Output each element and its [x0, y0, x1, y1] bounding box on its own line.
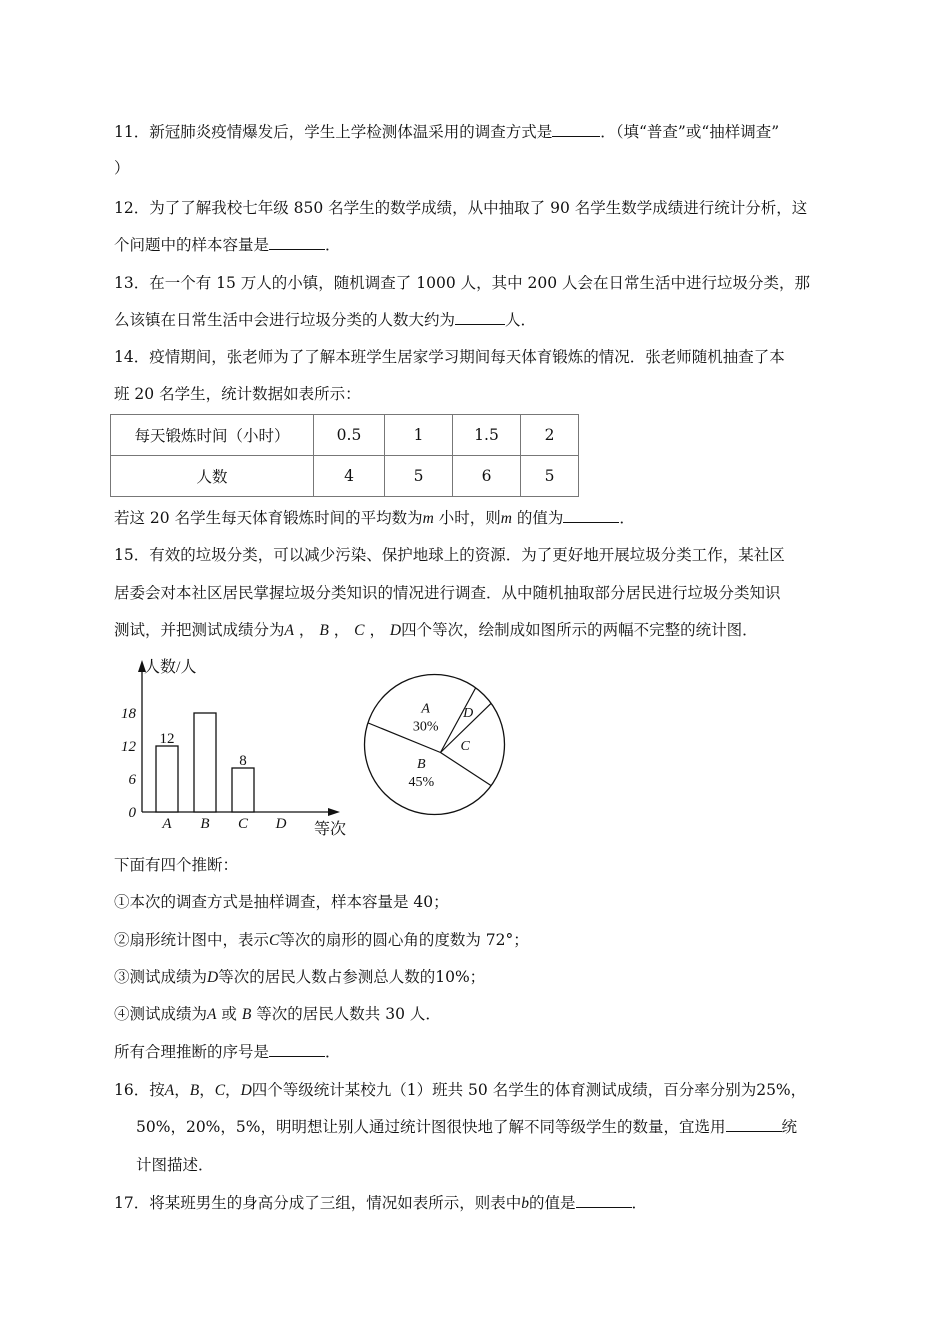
- q13-answer-blank[interactable]: [455, 310, 505, 325]
- slice-percent-B: 45%: [408, 774, 435, 790]
- q15-statement-3: [114, 967, 485, 988]
- table-cell: 5: [521, 456, 579, 497]
- table-header-cell: 每天锻炼时间（小时）: [111, 415, 314, 456]
- x-tick-label: A: [162, 816, 172, 832]
- q15-text: ②扇形统计图中，表示: [114, 931, 270, 949]
- bar-chart: [110, 652, 360, 837]
- y-tick-label: 18: [121, 706, 136, 722]
- y-tick-label: 0: [128, 805, 136, 821]
- q17-text: 的值是: [528, 1194, 576, 1212]
- q16-text-end: 统: [781, 1118, 798, 1136]
- q15-text: 测试，并把测试成绩分为: [114, 621, 285, 639]
- var-b: b: [521, 1195, 529, 1212]
- bar-C: [232, 768, 254, 812]
- x-axis-label: 等次: [314, 821, 347, 837]
- q15-line2: 居委会对本社区居民掌握垃圾分类知识的情况进行调查．从中随机抽取部分居民进行垃圾分类知识: [114, 584, 781, 602]
- q14-text: 小时，则: [438, 509, 501, 527]
- q11-answer-blank[interactable]: [552, 122, 600, 137]
- q15-statement-2: [114, 930, 529, 951]
- q14-line1: 14．疫情期间，张老师为了了解本班学生居家学习期间每天体育锻炼的情况．张老师随机抽查了本: [114, 348, 785, 366]
- q16-text: 16．按: [114, 1081, 165, 1099]
- q12-answer-blank[interactable]: [269, 235, 325, 250]
- q17-text: 17．将某班男生的身高分成了三组，情况如表所示，则表中: [114, 1194, 522, 1212]
- q15-text: 等次的居民人数共 30 人．: [256, 1005, 441, 1023]
- slice-percent-A: 30%: [412, 719, 439, 735]
- grade-d: D: [240, 1082, 252, 1099]
- q12-line1: 12．为了了解我校七年级 850 名学生的数学成绩，从中抽取了 90 名学生数学成绩进行统计分析，这: [114, 199, 808, 217]
- q15-text: ④测试成绩为: [114, 1005, 208, 1023]
- pie-chart: [362, 672, 507, 817]
- q16-line2: [136, 1117, 797, 1137]
- grade-d: D: [389, 622, 402, 639]
- q17-text-end: ．: [631, 1194, 648, 1212]
- bar-A: [156, 746, 178, 812]
- q12-line2: [114, 235, 341, 255]
- x-axis-arrow: [328, 808, 340, 816]
- q15-statement-1: ①本次的调查方式是抽样调查，样本容量是 40；: [114, 893, 449, 911]
- table-cell: 1.5: [453, 415, 521, 456]
- q16-answer-blank[interactable]: [726, 1117, 782, 1132]
- q15-text: ③测试成绩为: [114, 968, 208, 986]
- q13-text: 么该镇在日常生活中会进行垃圾分类的人数大约为: [114, 311, 456, 329]
- q15-line1: 15．有效的垃圾分类，可以减少污染、保护地球上的资源．为了更好地开展垃圾分类工作，某社区: [114, 546, 785, 564]
- var-b: B: [241, 1006, 252, 1023]
- q11-text: 11．新冠肺炎疫情爆发后，学生上学检测体温采用的调查方式是: [114, 123, 553, 141]
- grade-a: A: [284, 622, 294, 639]
- table-cell: 4: [314, 456, 385, 497]
- var-d: D: [207, 969, 219, 986]
- q15-text: 等次的扇形的圆心角的度数为 72°；: [279, 931, 529, 949]
- table-header-cell: 人数: [111, 456, 314, 497]
- table-row: [111, 456, 579, 497]
- x-tick-label: B: [200, 816, 210, 832]
- q15-text: 所有合理推断的序号是: [114, 1043, 270, 1061]
- q12-text-end: ．: [325, 236, 341, 254]
- grade-b: B: [189, 1082, 200, 1099]
- q15-intro: 下面有四个推断：: [114, 856, 239, 874]
- table-cell: 5: [385, 456, 453, 497]
- y-tick-label: 6: [128, 772, 136, 788]
- pie-outline: [365, 675, 505, 815]
- q17-line: [114, 1193, 647, 1214]
- q14-text: 的值为: [516, 509, 564, 527]
- q14-answer-blank[interactable]: [563, 508, 619, 523]
- q16-line3: 计图描述．: [136, 1156, 214, 1174]
- q16-text: 50%，20%，5%，明明想让别人通过统计图很快地了解不同等级学生的数量，宜选用: [136, 1118, 726, 1136]
- q14-text-end: ．: [619, 509, 635, 527]
- q11-line1: [114, 122, 779, 142]
- q15-text: 等次的居民人数占参测总人数的10%；: [218, 968, 486, 986]
- q15-answer: [114, 1042, 341, 1062]
- q14-text: 若这 20 名学生每天体育锻炼时间的平均数为: [114, 509, 423, 527]
- q14-table: [110, 414, 579, 497]
- var-a: A: [207, 1006, 217, 1023]
- q15-text-end: ．: [325, 1043, 341, 1061]
- q12-text: 个问题中的样本容量是: [114, 236, 270, 254]
- grade-c: C: [354, 622, 365, 639]
- q15-answer-blank[interactable]: [269, 1042, 325, 1057]
- table-cell: 0.5: [314, 415, 385, 456]
- grade-a: A: [164, 1082, 175, 1099]
- bar-data-label: 8: [239, 753, 247, 769]
- bar-B: [194, 713, 216, 812]
- y-axis-label: 人数/人: [144, 659, 197, 676]
- q15-statement-4: [114, 1004, 441, 1025]
- table-row: [111, 415, 579, 456]
- q15-line3: 测试，并把测试成绩分为A ， B ， C ， D四个等次，绘制成如图所示的两幅不完整的统计图．: [114, 621, 758, 639]
- slice-label-D: D: [463, 705, 474, 721]
- q16-line1: 16．按A，B，C，D四个等级统计某校九（1）班共 50 名学生的体育测试成绩，百分率分别为25%，: [114, 1081, 807, 1099]
- table-cell: 2: [521, 415, 579, 456]
- q17-answer-blank[interactable]: [576, 1193, 632, 1208]
- q13-line2: [114, 310, 536, 330]
- var-m: m: [500, 510, 512, 527]
- q15-text: 四个等次，绘制成如图所示的两幅不完整的统计图．: [401, 621, 758, 639]
- bar-data-label: 12: [159, 731, 175, 747]
- q14-line2: 班 20 名学生，统计数据如表所示：: [114, 385, 361, 403]
- grade-c: C: [214, 1082, 226, 1099]
- q15-text: 或: [221, 1005, 237, 1023]
- var-c: C: [269, 932, 280, 949]
- q13-text-end: 人．: [505, 311, 537, 329]
- slice-label-C: C: [460, 739, 470, 754]
- table-cell: 6: [453, 456, 521, 497]
- q13-line1: 13．在一个有 15 万人的小镇，随机调查了 1000 人，其中 200 人会在日常生活中进行垃圾分类，那: [114, 274, 811, 292]
- slice-label-B: B: [417, 756, 426, 772]
- x-tick-label: C: [237, 816, 249, 832]
- q14-line3: [114, 508, 635, 529]
- x-tick-label: D: [275, 816, 287, 832]
- q11-text-end: ．（填“普查”或“抽样调查”: [600, 123, 780, 141]
- y-tick-label: 12: [121, 739, 136, 755]
- grade-b: B: [319, 622, 329, 639]
- slice-label-A: A: [421, 701, 430, 717]
- table-cell: 1: [385, 415, 453, 456]
- q16-text: 四个等级统计某校九（1）班共 50 名学生的体育测试成绩，百分率分别为25%，: [251, 1081, 807, 1099]
- q11-line2: ）: [114, 159, 130, 177]
- var-m: m: [422, 510, 434, 527]
